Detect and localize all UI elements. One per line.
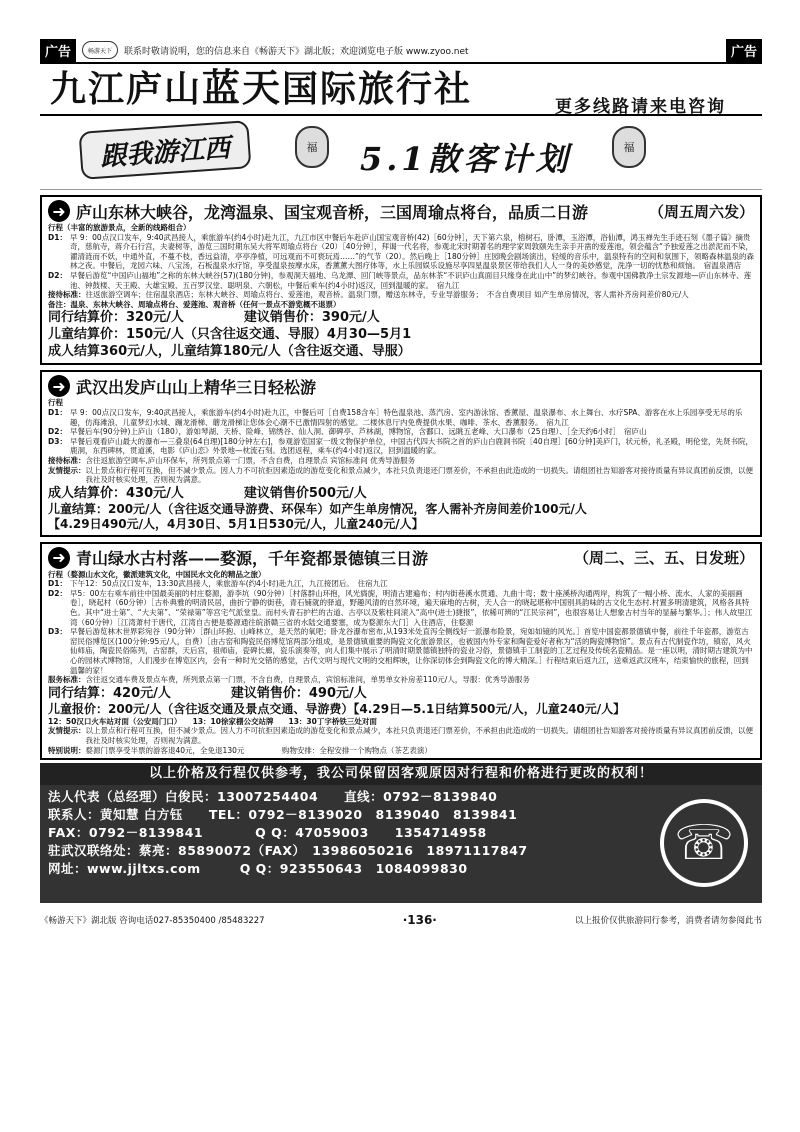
arrow-right-icon: ➜ <box>48 375 70 397</box>
trade-price: 同行结算：420元/人 <box>48 685 171 701</box>
contact-block <box>40 785 762 903</box>
child-price: 儿童结算价：150元/人（只含往返交通、导服）4月30—5月1 <box>48 327 412 343</box>
agency-name-part-b: 蓝天 <box>202 66 283 110</box>
suggested-price: 建议销售价：390元/人 <box>243 310 380 326</box>
itinerary-day <box>48 437 754 456</box>
friendly-tip <box>48 726 754 745</box>
special-text: 婺源门票享受半票的游客退40元，全免退130元 购物安排：全程安排一个购物点（茶艺表演） <box>85 745 432 755</box>
remark: 备注：温泉、东林大峡谷、周瑜点将台、爱莲池、观音桥（任何一景点不游览概不退票） <box>48 299 341 309</box>
day-text: 早 9：00点汉口发车，9:40武昌接人，乘旅游车(约4小时)赴九江，九江市区中餐后车赴庐山国宝观音桥(42)［60分钟］，天下第六泉，榕树石，卧潭，玉浴潭，浴仙潭，鸿玉禅先生手迹石刻《墨子篇》摘贵奇，慈航寺，蒋介石行宫，夫妻树等，游览三国时期东吴大将军周瑜点将台（20）［40分钟］，拜谒一代名将，参观北宋时期著名的理学家周敦颐先生亲手开凿的爱莲池，领会蕴含“予独爱莲之出淤泥而不染，濯清涟而不妖，中通外直，不蔓不枝，香远益清，亭亭净植，可远观而不可亵玩焉……”的气节（20）。然后晚上［180分钟］庄园晚会剧场演出，轻缓的音乐中，温泉特有的空间和氛围下，领略森林温泉的森林之夜。中餐后，龙园六味、八宝汤，石板温泉水疗馆，享受温泉按摩水床，香薰薰大图疗体等，水上乐园娱乐设施尽享四星温泉景区带给我们人人一身的美妙感觉，洗净一切的忧愁和烦恼。 宿温泉酒店 <box>70 232 754 271</box>
itinerary-day <box>48 408 754 427</box>
pickup-points: 12：50汉口火车站对面（公安局门口） 13：10徐家棚公交站牌 13：30丁字桥铁三处对面 <box>48 716 377 726</box>
itinerary-intro: 行程 <box>48 398 63 408</box>
ad-tag-right: 广告 <box>726 39 762 62</box>
special-label: 特别说明： <box>48 745 86 755</box>
tip-label: 友情提示： <box>48 465 86 475</box>
day-text: 早餐后观看庐山最大的瀑布—三叠泉(64自理)[180分钟左右]，参观游览国家一级文物保护单位，中国古代四大书院之首的庐山白鹿洞书院［40自理］[60分钟]美庐门，状元桥，礼圣殿，明伦堂，先贤书院，鹿洞，东西碑林，贯道溪，电影《庐山恋》外景地—枕流石刻。选团返程，乘车(约4小时)返汉，回到温暖的家。 <box>70 436 753 456</box>
tour-section-2 <box>40 370 762 536</box>
top-note: 联系时敬请说明，您的信息来自《畅游天下》湖北版；欢迎浏览电子版 www.zyoo.net <box>124 46 469 57</box>
day-text: 早餐后车(90分钟)上庐山（180），游如琴湖、天桥、险峰、锦绣谷、仙人洞、御碑亭、芦林湖，博物馆，含鄱口、远眺五老峰、大口瀑布（25自理）、［全天约6小时］ 宿庐山 <box>70 427 647 437</box>
service-text: 往返旅游空调车；住宿温泉酒店；东林大峡谷、周瑜点将台、爱莲池，观音桥。温泉门票，赠送东林寺，专业导游服务； 不含自费项目 如产生单房情况，客人需补齐房间差价80元/人 <box>85 290 689 300</box>
tour-title <box>48 199 754 223</box>
tip-text: 以上景点和行程可互换，但不减少景点。因人力不可抗拒因素造成的游览变化和景点减少，本社只负责退还门票差价，不承担由此造成的一切损失。请组团社告知游客对接待质量有异议真团前反馈，以便我社及时核实处理，否则视为满意。 <box>85 465 753 485</box>
contact-fax-qq: FAX：0792－8139841 Q Q：47059003 1354714958 <box>48 825 487 841</box>
day-label: D2： <box>48 270 67 280</box>
day-label: D1： <box>48 579 67 589</box>
itinerary-day <box>48 627 754 675</box>
lantern-icon: 福 <box>612 126 646 168</box>
tour-title-text: 庐山东林大峡谷，龙湾温泉、国宝观音桥，三国周瑜点将台，品质二日游 <box>76 202 589 222</box>
tour-title-text: 青山绿水古村落——婺源，千年瓷都景德镇三日游 <box>76 549 429 569</box>
top-bar <box>40 38 762 64</box>
tip-text: 以上景点和行程可互换，但不减少景点。因人力不可抗拒因素造成的游览变化和景点减少，本社只负责退还门票差价，不承担由此造成的一切损失。请组团社告知游客对接待质量有异议真团前反馈，以便我社及时核实处理，否则视为满意。 <box>85 726 753 745</box>
plan-title: 5.1散客计划 <box>360 140 572 178</box>
day-label: D1： <box>48 407 67 417</box>
page-footer <box>40 913 762 927</box>
child-price: 儿童报价：200元/人（含往返交通及景点交通、导游费）【4.29日—5.1日结算500元/人，儿童240元/人】 <box>48 701 626 716</box>
day-text: 下午12：50点汉口发车，13:30武昌接人，乘旅游车(约4小时)赴九江，九江接团后。 住宿九江 <box>70 579 388 589</box>
agency-slogan: 更多线路请来电咨询 <box>555 97 726 117</box>
tour-title-text: 武汉出发庐山山上精华三日轻松游 <box>76 377 317 397</box>
day-text: 早餐后游览林木世界彩宛谷（90分钟）［群山环抱、山峰林立，是天然的氧吧；卧龙谷瀑布密布,从193米处直泻全侧线好一派瀑布险景，宛如如镜的风光。］首览中国瓷都景德镇中餐，前往千年瓷都，游览古窑民俗博览区(100分钟:95元/人，自费）［由古窑和陶瓷民俗博览馆两部分组成，是景德镇重要的陶瓷文化旅游景区，也被国内外专家和陶瓷爱好者称为“活的陶瓷博物馆”。景点有古代制瓷作坊，镇窑，风火仙师庙，陶瓷民俗陈列，古窑群，天后宫，祖师庙，瓷碑长廊，瓷乐演奏等，向人们集中展示了明清时期景德镇独特的瓷业习俗，景德镇手工制瓷的工艺过程及传统名瓷精品。是一座以明，清时期古建筑为中心的园林式博物馆，人们漫步在博览区内，会有一种时光交错的感觉，古代文明与现代文明的交相辉映，让你深切体会到陶瓷文化的博大精深。］行程结束后返九江，送乘返武汉班车，结束愉快的旅程，回到温馨的家！ <box>70 627 753 675</box>
service-standard <box>48 290 754 300</box>
service-text: 含往返旅游空调车,庐山环保车，所列景点第一门票，不含自费，自理景点 宾馆标准间 优秀导游服务 <box>85 455 416 465</box>
footer-right: 以上报价仅供旅游同行参考，消费者请勿参阅此书 <box>574 916 762 927</box>
service-label: 接待标准： <box>48 290 86 300</box>
telephone-icon: ☏ <box>660 799 748 887</box>
lantern-icon: 福 <box>295 126 329 168</box>
tour-days: （周二、三、五、日发班） <box>573 549 754 568</box>
day-text: 早 9：00点汉口发车，9:40武昌接人，乘旅游车(约4小时)赴九江，中餐后可［自费158含车］特色温泉池、蒸汽房、室内游泳馆、香薰屋、温泉瀑布、水上舞台、水疗SPA、游客在水上乐园享受无尽的乐趣，仿海滩浪、儿童梦幻水城、蹦龙滑梯、蘑龙滑梯让您体会心潮不已激情四射的感觉。二楼休息厅内免费提供水果、咖啡、茶水、香薰服务。 宿九江 <box>70 407 743 427</box>
magazine-logo: 畅游天下 <box>82 41 118 59</box>
day-label: D1： <box>48 232 67 242</box>
tour-section-1 <box>40 195 762 365</box>
ad-tag-left: 广告 <box>40 39 76 62</box>
contact-persons: 联系人：黄知慧 白方钰 TEL：0792－8139020 8139040 8139841 <box>48 807 518 823</box>
hero <box>40 116 762 190</box>
arrow-right-icon: ➜ <box>48 200 70 222</box>
service-label: 服务标准： <box>48 675 86 685</box>
price-row <box>48 685 754 702</box>
go-jiangxi-badge: 跟我游江西 <box>79 120 252 180</box>
contact-wuhan-office: 驻武汉联络处：蔡亮：85890072（FAX） 13986050216 18971117847 <box>48 843 528 859</box>
itinerary-intro: 行程（婺源山水文化，徽派建筑文化，中国民水文化的精品之旅） <box>48 569 266 579</box>
service-standard <box>48 456 754 466</box>
holiday-price: 【4.29日490元/人，4月30日、5月1日530元/人，儿童240元/人】 <box>48 516 424 531</box>
day-label: D3： <box>48 436 67 446</box>
holiday-price: 成人结算360元/人，儿童结算180元/人（含往返交通、导服） <box>48 344 411 360</box>
agency-name-part-a: 九江庐山 <box>50 69 203 110</box>
itinerary-day <box>48 271 754 290</box>
tour-title <box>48 546 754 570</box>
tip-label: 友情提示： <box>48 726 86 736</box>
service-standard <box>48 675 754 685</box>
itinerary-day <box>48 579 754 589</box>
footer-left: 《畅游天下》湖北版 咨询电话027-85350400 /85483227 <box>40 916 265 927</box>
agency-banner <box>40 64 762 116</box>
day-label: D3： <box>48 627 67 637</box>
arrow-right-icon: ➜ <box>48 547 70 569</box>
price-row <box>48 309 754 326</box>
tour-title <box>48 374 754 398</box>
page <box>40 38 762 1102</box>
disclaimer-bar: 以上价格及行程仅供参考，我公司保留因客观原因对行程和价格进行更改的权利！ <box>40 763 762 785</box>
itinerary-day <box>48 427 754 437</box>
special-note <box>48 746 754 756</box>
day-text: 早5：00左右乘车前往中国最美丽的村庄婺源，游李坑（90分钟）［村落群山环抱，风光旖旎，明清古建遍布；村内街巷溪水贯通、九曲十弯；数十座溪桥沟通两岸，构筑了一幅小桥、流水、人家的美丽画卷］，晓起村（60分钟）［古朴典雅的明清民居，曲折宁静的街巷，青石铺就的驿道，野趣风清的自然环境，遍天麻地的古树，天人合一的晓起堪称中国别具韵味的古文化生态村.村置多明清建筑，风格各具特色。其中“进士第”、“大夫第”、“荣禄第”等宫宅气派堂皇。而村头青石护栏的古道、古亭以及紫柱间滚入“高中(进士)捷报”，依稀可辨的“江民宗祠”，也很容易让人想象古村当年的显赫与繁华。］；伟人故里江湾（60分钟）［江湾萧村于唐代，江湾自古便是婺源通往皖浙赣三省的水陆交通要塞，成为婺源东大门］入住酒店，住婺源 <box>70 588 753 627</box>
suggested-price: 建议销售价500元/人 <box>243 485 367 501</box>
agency-name <box>50 68 472 110</box>
tour-section-3 <box>40 542 762 761</box>
day-text: 早餐后游览“中国庐山福地”之称的东林大峡谷(57)(180分钟)，参观洞天福地、乌龙潭、回门峡等景点，品东林茶“不识庐山真面目只缘身在此山中”的梦幻峡谷。参观中国佛教净土宗发源地—庐山东林寺、莲池、钟鼓楼、天王殿、大雄宝殿、五百罗汉堂、聪明泉、六朝松，中餐后乘车(约4小时)返汉，回到温暖的家。 宿九江 <box>70 270 752 290</box>
itinerary-day <box>48 589 754 627</box>
service-label: 接待标准： <box>48 455 86 465</box>
day-label: D2： <box>48 427 67 437</box>
suggested-price: 建议销售价：490元/人 <box>230 685 367 701</box>
trade-price: 同行结算价：320元/人 <box>48 310 184 326</box>
tour-days: （周五周六发） <box>648 202 754 221</box>
adult-price: 成人结算价：430元/人 <box>48 485 184 501</box>
itinerary-intro: 行程（丰富的旅游景点，全新的线路组合） <box>48 223 191 232</box>
friendly-tip <box>48 466 754 485</box>
contact-legal-rep: 法人代表（总经理）白俊民：13007254404 直线：0792－8139840 <box>48 789 498 805</box>
contact-website: 网址：www.jjltxs.com Q Q：923550643 1084099830 <box>48 861 468 877</box>
day-label: D2： <box>48 588 67 598</box>
agency-name-part-c: 国际旅行社 <box>282 69 473 110</box>
child-price: 儿童结算：200元/人（含往返交通导游费、环保车）如产生单房情况，客人需补齐房间差价100元/人 <box>48 501 587 516</box>
service-text: 含往返交通车费及景点车费，所列景点第一门票，不含自费，自理景点，宾馆标准间，单男单女补房差110元/人，导服：优秀导游服务 <box>85 675 530 685</box>
price-row <box>48 485 754 502</box>
page-number: ·136· <box>402 913 437 928</box>
itinerary-day <box>48 233 754 271</box>
